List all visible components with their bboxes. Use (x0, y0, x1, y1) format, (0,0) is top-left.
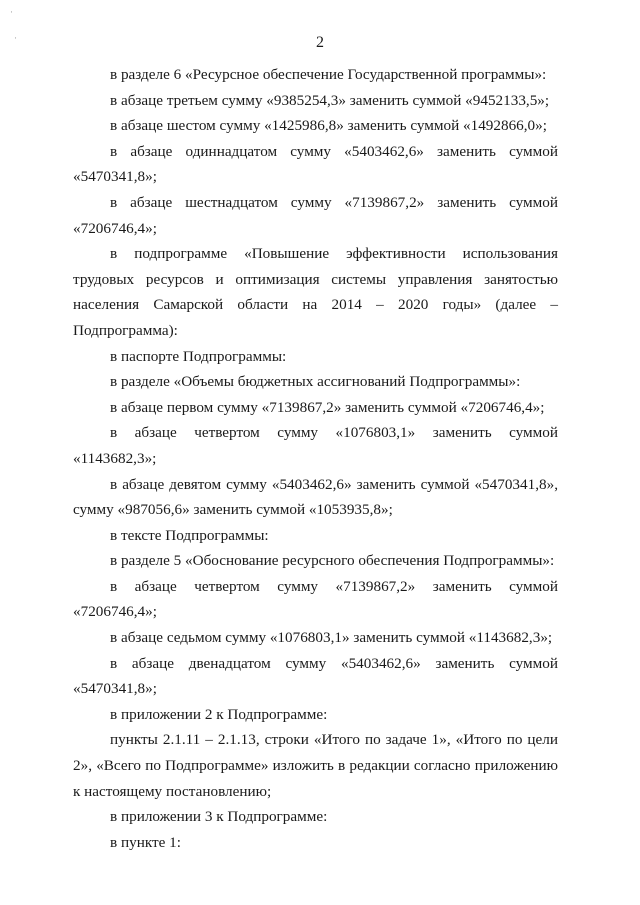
paragraph: в пункте 1: (110, 833, 181, 851)
document-body (73, 62, 558, 855)
paragraph: в абзаце седьмом сумму «1076803,1» заменить суммой «1143682,3»; (110, 629, 553, 647)
paragraph: в абзаце двенадцатом сумму «5403462,6» заменить суммой «5470341,8»; (73, 654, 558, 698)
paragraph: в паспорте Подпрограммы: (110, 347, 287, 365)
paragraph: в абзаце шестом сумму «1425986,8» заменить суммой «1492866,0»; (110, 117, 547, 135)
page-number: 2 (316, 34, 324, 51)
paragraph: в абзаце четвертом сумму «1076803,1» заменить суммой «1143682,3»; (73, 424, 558, 467)
paragraph: в разделе 6 «Ресурсное обеспечение Государственной программы»: (110, 66, 547, 83)
paragraph: в абзаце первом сумму «7139867,2» заменить суммой «7206746,4»; (110, 398, 545, 416)
scan-speck: · (10, 7, 13, 17)
paragraph: в подпрограмме «Повышение эффективности использования трудовых ресурсов и оптимизация системы управления занятостью населения Самарской области на 2014 – 2020 годы» (далее – Подпрограмма): (73, 245, 558, 339)
paragraph: в разделе 5 «Обоснование ресурсного обеспечения Подпрограммы»: (110, 552, 555, 570)
paragraph: в приложении 2 к Подпрограмме: (110, 705, 328, 723)
paragraph: в абзаце шестнадцатом сумму «7139867,2» заменить суммой «7206746,4»; (73, 193, 558, 237)
scan-speck: · (14, 33, 17, 43)
paragraph: пункты 2.1.11 – 2.1.13, строки «Итого по задаче 1», «Итого по цели 2», «Всего по Подпрограмме» изложить в редакции согласно приложению к настоящему постановлению; (73, 731, 558, 800)
paragraph: в тексте Подпрограммы: (110, 526, 269, 544)
paragraph: в абзаце девятом сумму «5403462,6» заменить суммой «5470341,8», сумму «987056,6» заменить суммой «1053935,8»; (73, 475, 558, 519)
paragraph: в абзаце третьем сумму «9385254,3» заменить суммой «9452133,5»; (110, 91, 550, 109)
paragraph: в приложении 3 к Подпрограмме: (110, 808, 328, 826)
paragraph: в абзаце четвертом сумму «7139867,2» заменить суммой «7206746,4»; (73, 577, 558, 621)
paragraph: в разделе «Объемы бюджетных ассигнований Подпрограммы»: (110, 373, 521, 391)
paragraph: в абзаце одиннадцатом сумму «5403462,6» заменить суммой «5470341,8»; (73, 142, 558, 186)
